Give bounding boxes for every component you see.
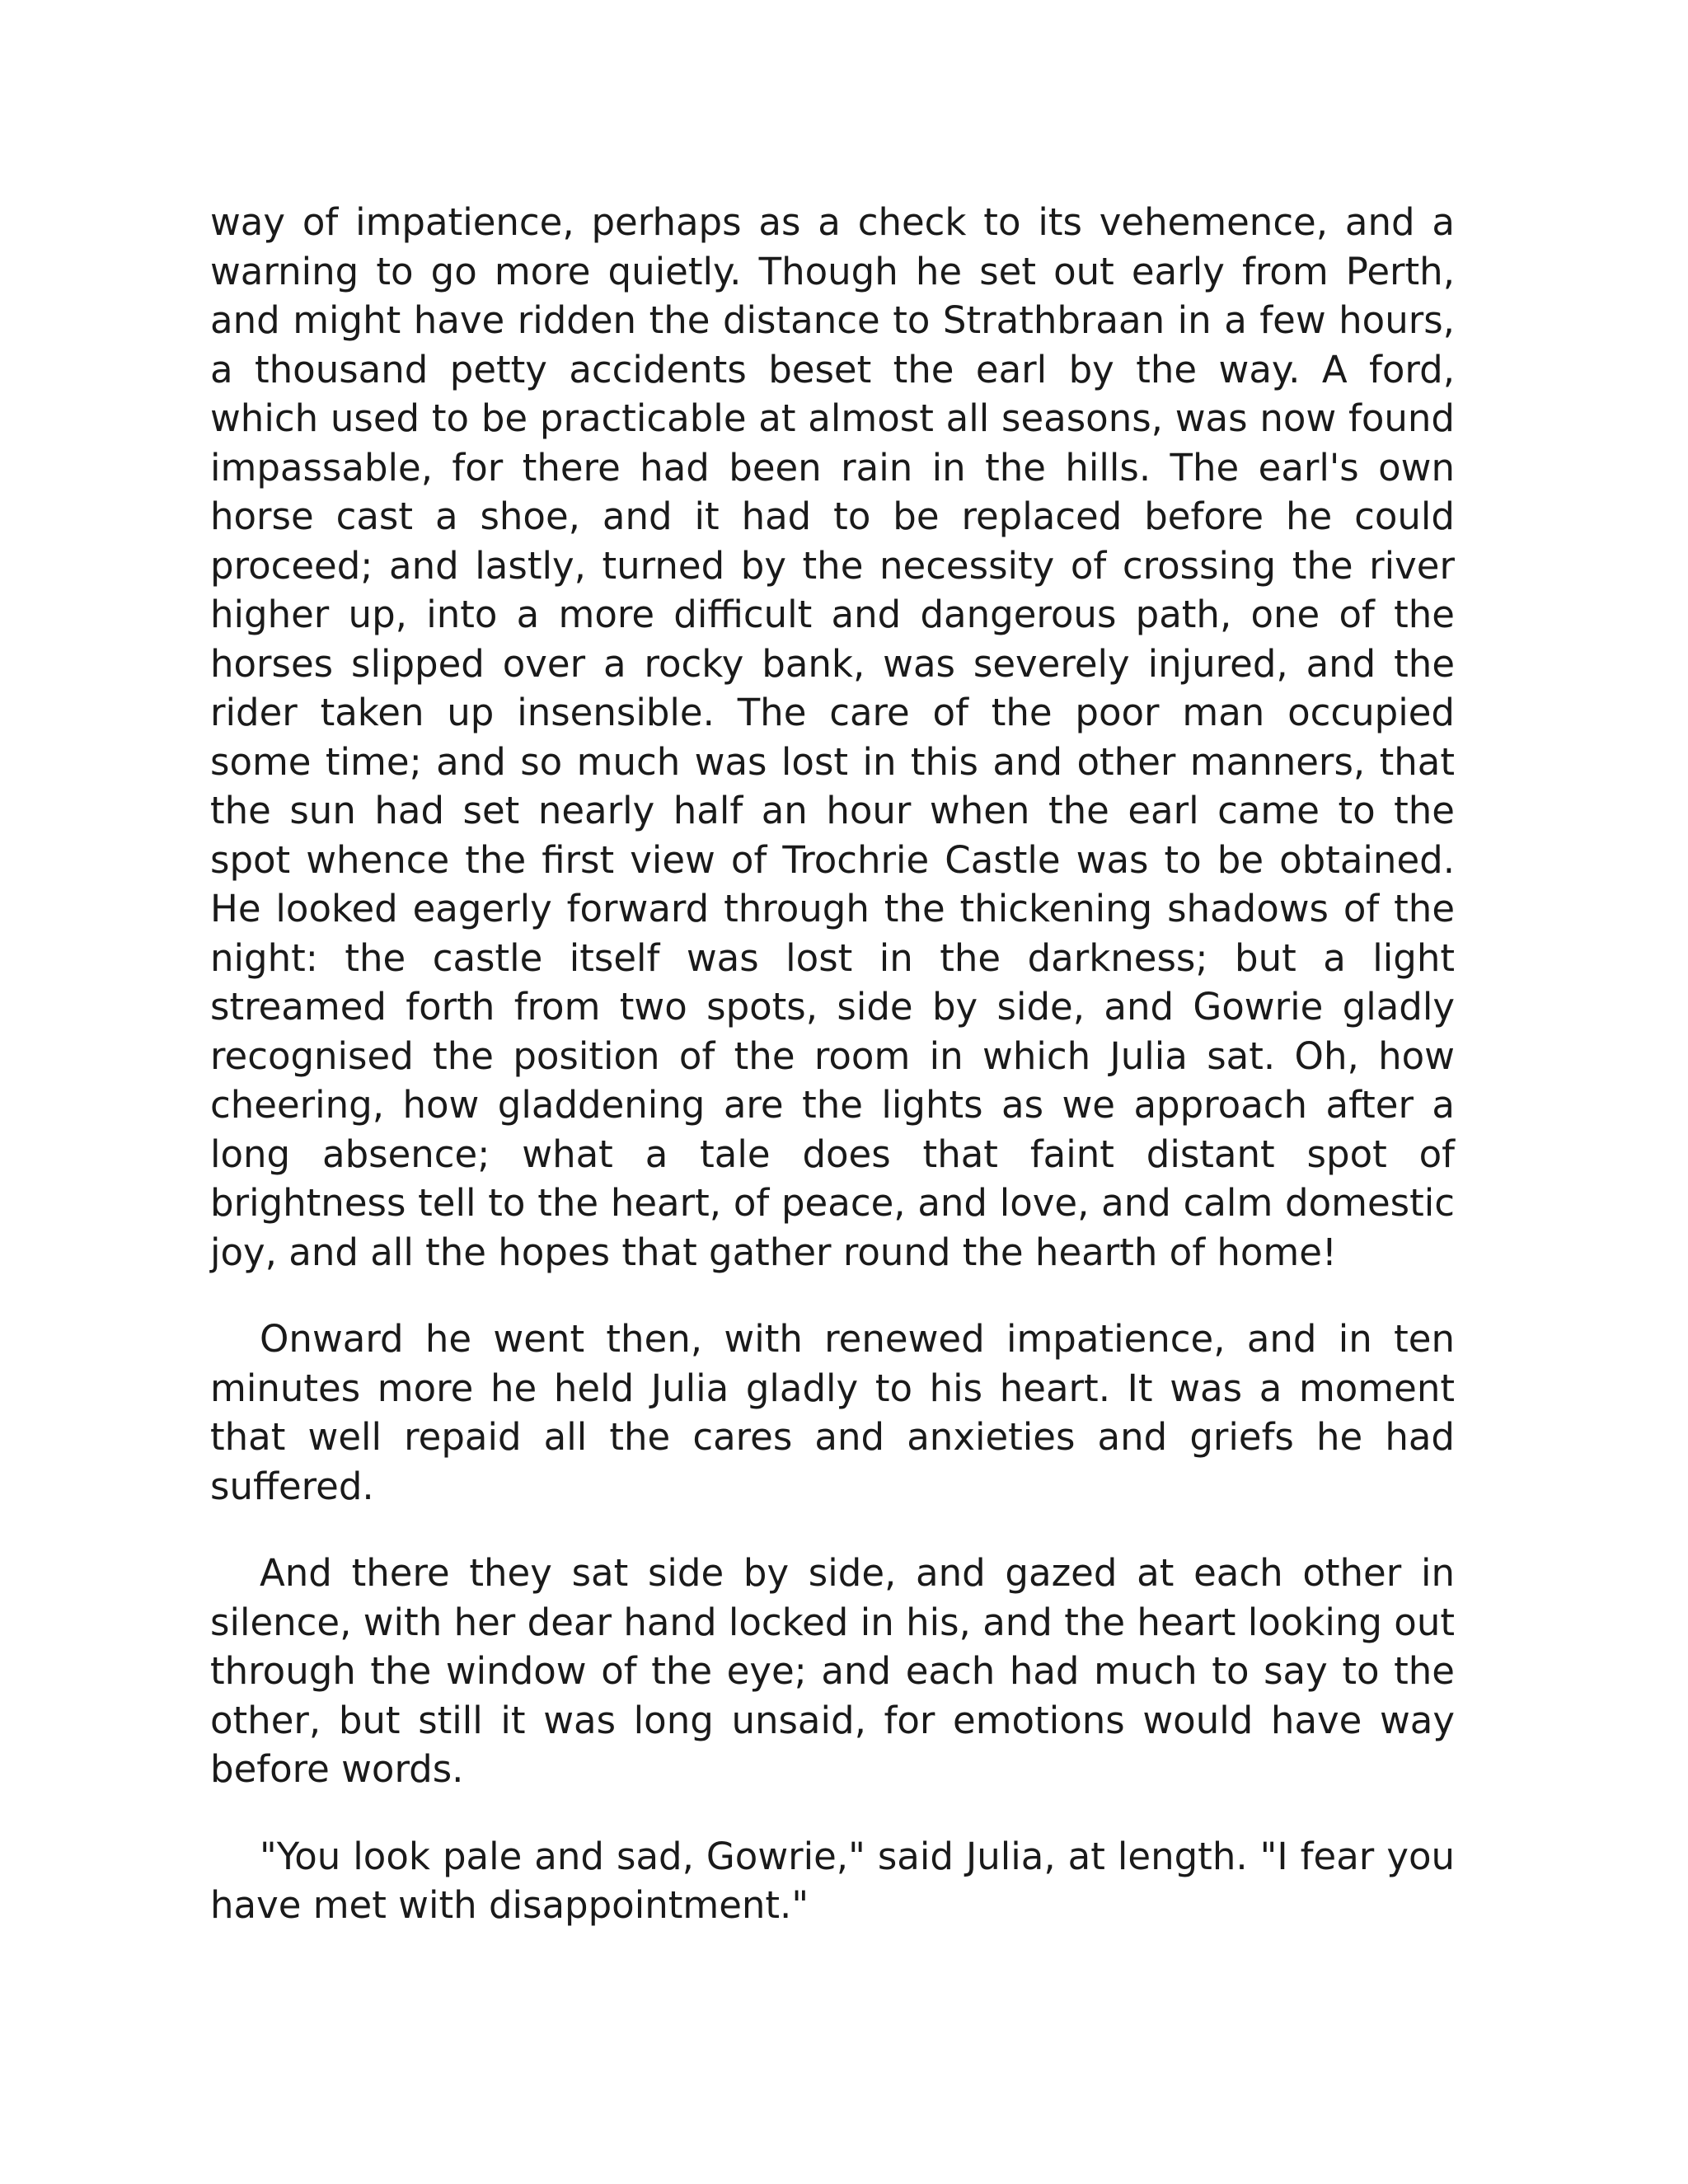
paragraph-3: And there they sat side by side, and gazed at each other in silence, with her dear hand locked in his, and the heart looking out through the window of the eye; and each had much to say to the other, but still it was long unsaid, for emotions would have way before words. — [210, 1551, 1455, 1791]
page-body — [210, 198, 1455, 1968]
paragraph-4: "You look pale and sad, Gowrie," said Julia, at length. "I fear you have met with disappointment." — [210, 1834, 1455, 1927]
paragraph-1: way of impatience, perhaps as a check to its vehemence, and a warning to go more quietly. Though he set out early from Perth, and might have ridden the distance to Strathbraan in a few hours, a thousand petty accidents beset the earl by the way. A ford, which used to be practicable at almost all seasons, was now found impassable, for there had been rain in the hills. The earl's own horse cast a shoe, and it had to be replaced before he could proceed; and lastly, turned by the necessity of crossing the river higher up, into a more difficult and dangerous path, one of the horses slipped over a rocky bank, was severely injured, and the rider taken up insensible. The care of the poor man occupied some time; and so much was lost in this and other manners, that the sun had set nearly half an hour when the earl came to the spot whence the first view of Trochrie Castle was to be obtained. He looked eagerly forward through the thickening shadows of the night: the castle itself was lost in the darkness; but a light streamed forth from two spots, side by side, and Gowrie gladly recognised the position of the room in which Julia sat. Oh, how cheering, how gladdening are the lights as we approach after a long absence; what a tale does that faint distant spot of brightness tell to the heart, of peace, and love, and calm domestic joy, and all the hopes that gather round the hearth of home! — [210, 200, 1455, 1274]
paragraph-2: Onward he went then, with renewed impatience, and in ten minutes more he held Julia gladly to his heart. It was a moment that well repaid all the cares and anxieties and griefs he had suffered. — [210, 1317, 1455, 1508]
